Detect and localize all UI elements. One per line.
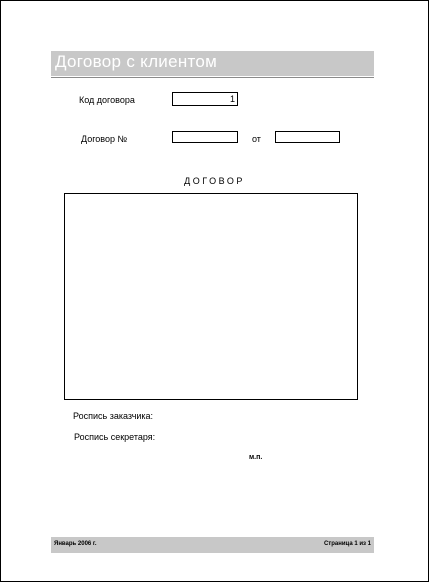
contract-code-field[interactable]: 1 [172,92,238,106]
customer-signature-label: Роспись заказчика: [73,411,154,421]
footer-date: Январь 2006 г. [54,541,97,547]
document-heading: ДОГОВОР [184,176,245,186]
report-header [51,51,374,76]
contract-number-field[interactable] [172,131,238,143]
report-title: Договор с клиентом [55,52,218,71]
document-body-field[interactable] [64,193,358,400]
date-from-label: от [252,134,261,144]
contract-code-label: Код договора [79,95,135,105]
header-divider [51,77,374,78]
report-footer [51,537,374,553]
secretary-signature-label: Роспись секретаря: [74,432,156,442]
contract-number-label: Договор № [81,134,128,144]
footer-page-number: Страница 1 из 1 [323,541,371,547]
date-from-field[interactable] [275,131,340,143]
stamp-label: м.п. [249,454,263,461]
